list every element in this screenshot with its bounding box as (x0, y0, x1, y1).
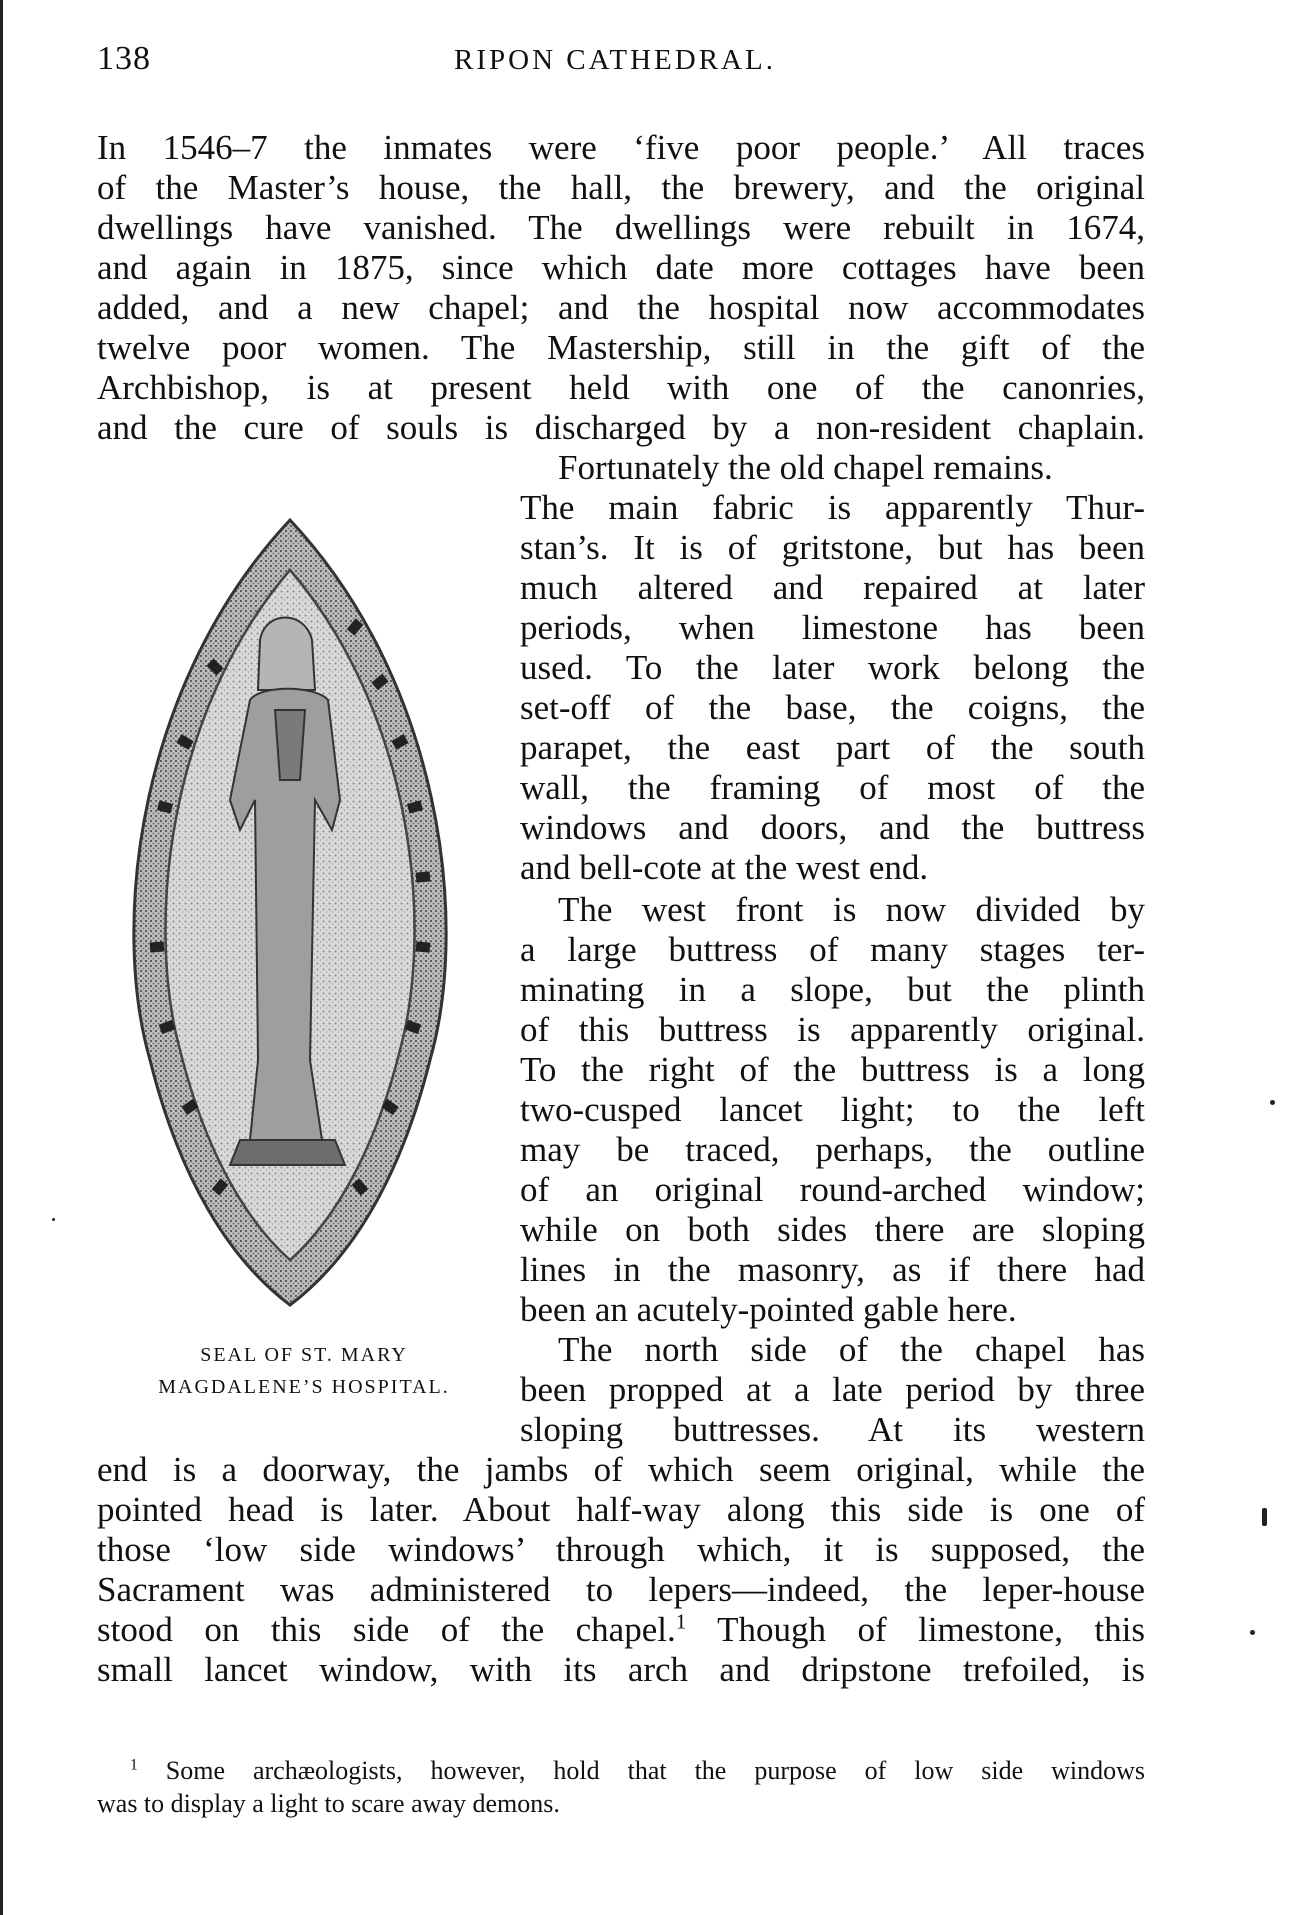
body-line: Sacrament was administered to lepers—indeed, the leper-house (97, 1570, 1145, 1609)
body-line: much altered and repaired at later (520, 568, 1145, 607)
body-line: a large buttress of many stages ter- (520, 930, 1145, 969)
body-line: lines in the masonry, as if there had (520, 1250, 1145, 1289)
body-line: pointed head is later. About half-way along this side is one of (97, 1490, 1145, 1529)
print-speck (52, 1218, 55, 1221)
body-line: In 1546–7 the inmates were ‘five poor people.’ All traces (97, 128, 1145, 167)
body-line: To the right of the buttress is a long (520, 1050, 1145, 1089)
page-number: 138 (97, 40, 151, 77)
print-speck (1250, 1630, 1255, 1635)
body-line: windows and doors, and the buttress (520, 808, 1145, 847)
body-line: wall, the framing of most of the (520, 768, 1145, 807)
body-line: added, and a new chapel; and the hospital now accommodates (97, 288, 1145, 327)
body-line-with-footnote-ref (97, 1610, 1145, 1650)
body-line: end is a doorway, the jambs of which seem original, while the (97, 1450, 1145, 1489)
body-line: twelve poor women. The Mastership, still in the gift of the (97, 328, 1145, 367)
body-line: and bell-cote at the west end. (520, 848, 929, 887)
body-line: periods, when limestone has been (520, 608, 1145, 647)
body-line: Fortunately the old chapel remains. (558, 448, 1053, 487)
body-text: Though of limestone, this (686, 1610, 1145, 1649)
body-line: those ‘low side windows’ through which, it is supposed, the (97, 1530, 1145, 1569)
body-line: of this buttress is apparently original. (520, 1010, 1145, 1049)
body-line: two-cusped lancet light; to the left (520, 1090, 1145, 1129)
body-line: set-off of the base, the coigns, the (520, 688, 1145, 727)
body-line: Archbishop, is at present held with one of the canonries, (97, 368, 1145, 407)
body-line: of an original round-arched window; (520, 1170, 1145, 1209)
body-line: parapet, the east part of the south (520, 728, 1145, 767)
body-line: used. To the later work belong the (520, 648, 1145, 687)
print-speck (1270, 1100, 1275, 1105)
running-title: RIPON CATHEDRAL. (454, 44, 776, 76)
body-line: minating in a slope, but the plinth (520, 970, 1145, 1009)
print-speck (1262, 1508, 1267, 1526)
body-line: The north side of the chapel has (558, 1330, 1145, 1369)
figure-caption-line1: SEAL OF ST. MARY (200, 1344, 408, 1366)
body-text: stood on this side of the chapel. (97, 1610, 676, 1649)
body-line: and again in 1875, since which date more cottages have been (97, 248, 1145, 287)
body-line: may be traced, perhaps, the outline (520, 1130, 1145, 1169)
body-line: while on both sides there are sloping (520, 1210, 1145, 1249)
footnote-marker: 1 (130, 1756, 138, 1774)
footnote-line2: was to display a light to scare away demons. (97, 1789, 560, 1818)
body-line: of the Master’s house, the hall, the brewery, and the original (97, 168, 1145, 207)
page-edge (0, 0, 3, 1915)
body-line: small lancet window, with its arch and dripstone trefoiled, is (97, 1650, 1145, 1689)
body-line: dwellings have vanished. The dwellings were rebuilt in 1674, (97, 208, 1145, 247)
body-line: The west front is now divided by (558, 890, 1145, 929)
page-header (0, 40, 1290, 90)
seal-illustration (100, 500, 480, 1320)
body-line: and the cure of souls is discharged by a non-resident chaplain. (97, 408, 1145, 447)
footnote-line1 (130, 1755, 1145, 1787)
footnote-reference: 1 (675, 1609, 687, 1634)
body-line: stan’s. It is of gritstone, but has been (520, 528, 1145, 567)
body-line: The main fabric is apparently Thur- (520, 488, 1145, 527)
body-line: been propped at a late period by three (520, 1370, 1145, 1409)
footnote-text: Some archæologists, however, hold that the purpose of low side windows (137, 1756, 1145, 1785)
figure-caption-line2: MAGDALENE’S HOSPITAL. (158, 1376, 450, 1398)
body-line: sloping buttresses. At its western (520, 1410, 1145, 1449)
body-line: been an acutely-pointed gable here. (520, 1290, 1017, 1329)
